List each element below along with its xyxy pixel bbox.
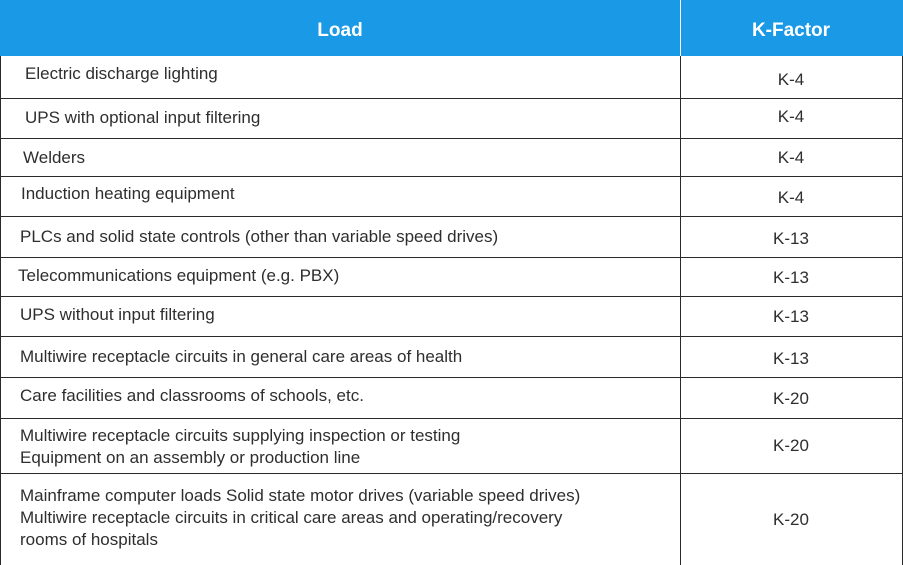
- load-text: UPS with optional input filtering: [25, 108, 261, 127]
- load-text: PLCs and solid state controls (other than variable speed drives): [20, 227, 499, 246]
- load-text: rooms of hospitals: [20, 530, 158, 549]
- table-row: [0, 99, 903, 139]
- table-row: [0, 378, 903, 419]
- load-text: Multiwire receptacle circuits in general care areas of health: [20, 347, 463, 366]
- load-text: Induction heating equipment: [21, 184, 235, 203]
- k-factor-cell: K-4: [777, 106, 805, 126]
- k-factor-cell: K-13: [773, 229, 809, 248]
- load-cell: [20, 385, 364, 418]
- k-factor-cell: K-4: [777, 70, 805, 89]
- load-cell: [20, 226, 498, 257]
- table-row: [0, 419, 903, 474]
- load-cell: [20, 346, 462, 377]
- k-factor-cell: K-13: [773, 268, 809, 287]
- load-text: Multiwire receptacle circuits in critical care areas and operating/recovery: [20, 508, 563, 527]
- table-row: [0, 177, 903, 217]
- load-cell: [25, 63, 218, 98]
- load-cell: [20, 304, 215, 336]
- header-load: Load: [317, 20, 363, 41]
- load-cell: [20, 425, 460, 473]
- left-border: [0, 56, 1, 565]
- load-text: Mainframe computer loads Solid state motor drives (variable speed drives): [20, 486, 581, 505]
- k-factor-cell: K-20: [773, 389, 809, 408]
- load-cell: [23, 147, 85, 176]
- k-factor-cell: K-20: [773, 436, 809, 455]
- load-text: Multiwire receptacle circuits supplying inspection or testing: [20, 426, 461, 445]
- k-factor-cell: K-13: [773, 306, 809, 326]
- header-k-factor: K-Factor: [751, 20, 831, 41]
- load-text: Telecommunications equipment (e.g. PBX): [18, 266, 340, 285]
- load-text: Care facilities and classrooms of schools, etc.: [20, 386, 364, 405]
- table-row: [0, 337, 903, 378]
- load-text: UPS without input filtering: [20, 305, 215, 324]
- table-row: [0, 258, 903, 297]
- column-divider: [680, 56, 681, 565]
- table-row: [0, 217, 903, 258]
- load-text: Equipment on an assembly or production line: [20, 448, 361, 467]
- k-factor-cell: K-13: [773, 349, 809, 368]
- load-cell: [20, 485, 580, 565]
- load-cell: [21, 183, 235, 216]
- table-row: [0, 297, 903, 337]
- k-factor-cell: K-20: [773, 509, 809, 529]
- k-factor-cell: K-4: [777, 188, 805, 207]
- table-row: [0, 474, 903, 565]
- table-row: [0, 56, 903, 99]
- load-cell: [25, 107, 260, 138]
- table-header: [0, 0, 903, 56]
- k-factor-cell: K-4: [777, 147, 805, 167]
- load-cell: [18, 265, 339, 296]
- table-row: [0, 139, 903, 177]
- load-text: Welders: [23, 148, 86, 167]
- load-text: Electric discharge lighting: [25, 64, 218, 83]
